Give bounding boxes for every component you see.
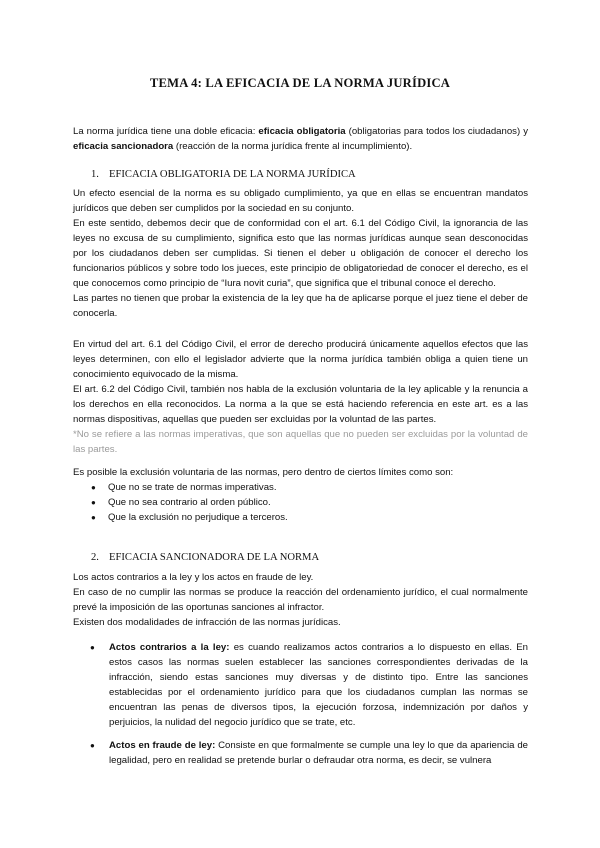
infraction-label: Actos contrarios a la ley: xyxy=(109,642,230,653)
infraction-label: Actos en fraude de ley: xyxy=(109,740,216,751)
s1-paragraph-3: Las partes no tienen que probar la existencia de la ley que ha de aplicarse porque el juez tiene el deber de conocerla. xyxy=(73,293,528,319)
s1-paragraph-4: En virtud del art. 6.1 del Código Civil, el error de derecho producirá únicamente aquellos efectos que las leyes determinen, con ello el legislador advierte que la norma jurídica también obliga a quien tiene un conocimiento equivocado de la misma. xyxy=(73,339,528,380)
s2-paragraph-1: Los actos contrarios a la ley y los actos en fraude de ley. xyxy=(73,572,314,583)
section-1-heading xyxy=(91,167,356,182)
section-2-number: 2. xyxy=(91,552,99,563)
intro-bold-obligatoria: eficacia obligatoria xyxy=(258,126,346,137)
list-item: ● Que no sea contrario al orden público. xyxy=(91,495,528,510)
s1-note: *No se refiere a las normas imperativas, que son aquellas que no pueden ser excluidas por la voluntad de las partes. xyxy=(73,429,528,455)
s1-paragraph-2: En este sentido, debemos decir que de conformidad con el art. 6.1 del Código Civil, la ignorancia de las leyes no excusa de su cumplimiento, significa esto que las normas jurídicas aunque sean desconocidas por los ciudadanos deben ser cumplidas. Si tienen el deber u obligación de conocer el derecho los funcionarios públicos y sobre todo los jueces, este principio de obligatoriedad de conocer el derecho, es el que conocemos como principio de “Iura novit curia”, que significa que el tribunal conoce el derecho. xyxy=(73,218,528,289)
s2-paragraph-3: Existen dos modalidades de infracción de las normas jurídicas. xyxy=(73,617,341,628)
document-title: TEMA 4: LA EFICACIA DE LA NORMA JURÍDICA xyxy=(149,76,451,90)
section-1-body xyxy=(73,186,528,321)
list-item: ● Que la exclusión no perjudique a terceros. xyxy=(91,510,528,525)
infraction-item-fraude xyxy=(91,738,528,768)
bullet-icon: ● xyxy=(90,741,95,750)
bullet-icon: ● xyxy=(90,643,95,652)
section-1-title: EFICACIA OBLIGATORIA DE LA NORMA JURÍDICA xyxy=(109,169,356,180)
section-2-title: EFICACIA SANCIONADORA DE LA NORMA xyxy=(109,552,320,563)
intro-paragraph xyxy=(73,124,528,154)
infraction-text: es cuando realizamos actos contrarios a lo dispuesto en ellas. En estos casos las normas suelen establecer las sanciones correspondientes derivadas de la infracción, siendo estas sanciones muy diversas y de distinto tipo. Entre las sanciones establecidas por el ordenamiento jurídico para que los ciudadanos cumplan las normas se encuentran las penas de diversos tipos, la ejecución forzosa, indemnización por daños y perjuicios, la nulidad del negocio jurídico que se trate, etc. xyxy=(109,642,528,728)
s2-paragraph-2: En caso de no cumplir las normas se produce la reacción del ordenamiento jurídico, el cual normalmente prevé la imposición de las oportunas sanciones al infractor. xyxy=(73,587,528,613)
limits-list xyxy=(91,480,528,525)
intro-bold-sancionadora: eficacia sancionadora xyxy=(73,141,174,152)
list-item: ● Que no se trate de normas imperativas. xyxy=(91,480,528,495)
section-2-heading xyxy=(91,550,319,565)
s1-paragraph-1: Un efecto esencial de la norma es su obligado cumplimiento, ya que en ellas se encuentran mandatos jurídicos que deben ser cumplidos por la sociedad en su conjunto. xyxy=(73,188,528,214)
section-1-body-2 xyxy=(73,337,528,457)
intro-text-2: (obligatorias para todos los ciudadanos) y xyxy=(345,126,528,137)
s1-paragraph-6: Es posible la exclusión voluntaria de las normas, pero dentro de ciertos límites como son: xyxy=(73,467,454,478)
intro-text-1: La norma jurídica tiene una doble eficacia: xyxy=(73,126,259,137)
infraction-text: Consiste en que formalmente se cumple una ley lo que da apariencia de legalidad, pero en realidad se pretende burlar o defraudar otra norma, es decir, se vulnera xyxy=(109,740,528,766)
section-2-body xyxy=(73,570,528,630)
s1-paragraph-5: El art. 6.2 del Código Civil, también nos habla de la exclusión voluntaria de la ley aplicable y la renuncia a los derechos en ella reconocidos. La norma a la que se está haciendo referencia en este art. es a las normas dispositivas, aquellas que pueden ser excluidas por la voluntad de las partes. xyxy=(73,384,528,425)
intro-text-3: (reacción de la norma jurídica frente al incumplimiento). xyxy=(173,141,413,152)
section-1-limits xyxy=(73,465,528,525)
infraction-item-contrarios xyxy=(91,640,528,730)
section-1-number: 1. xyxy=(91,169,99,180)
